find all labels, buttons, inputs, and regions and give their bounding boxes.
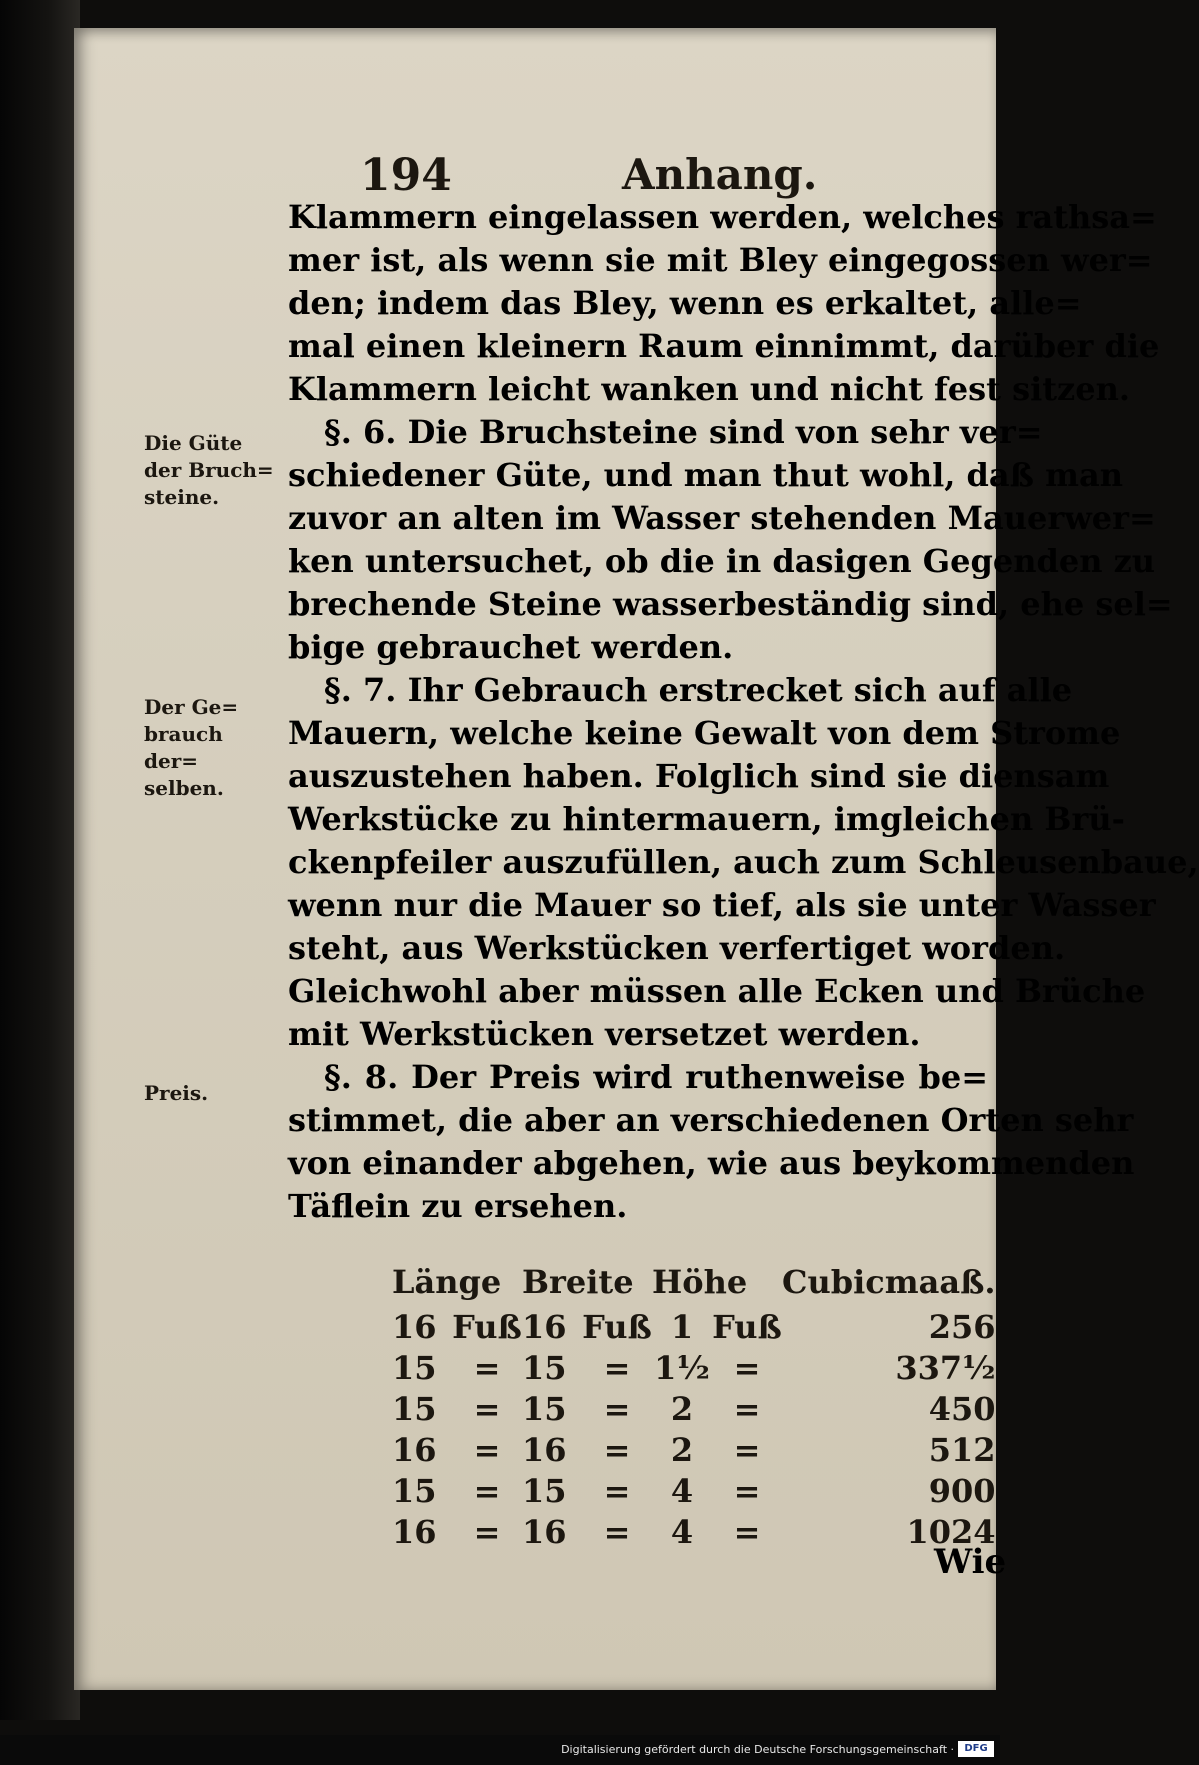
laenge-unit: = [473,1430,501,1469]
text-line: brechende Steine wasserbeständig sind, ehe sel= [288,585,1173,623]
cubic-value: 1024 [906,1512,996,1551]
table-row [392,1306,996,1347]
table-row [392,1429,996,1470]
breite-unit: = [603,1389,631,1428]
header-hoehe: Höhe [652,1263,748,1301]
cubic-value: 512 [928,1430,996,1469]
breite-unit: = [603,1430,631,1469]
paragraph-8-start: §. 8. Der Preis wird ruthenweise be= [324,1058,988,1096]
breite-value: 15 [522,1389,567,1428]
laenge-unit: = [473,1348,501,1387]
paragraph-7-start: §. 7. Ihr Gebrauch erstrecket sich auf alle [324,671,1073,709]
text-line: Klammern leicht wanken und nicht fest sitzen. [288,370,1130,408]
table-row [392,1470,996,1511]
text-line: stimmet, die aber an verschiedenen Orten sehr [288,1101,1134,1139]
text-line: bige gebrauchet werden. [288,628,734,666]
breite-value: 15 [522,1471,567,1510]
text-line: Werkstücke zu hintermauern, imgleichen Brü- [288,800,1125,838]
text-line: mit Werkstücken versetzet werden. [288,1015,921,1053]
laenge-value: 15 [392,1389,437,1428]
text-line: Mauern, welche keine Gewalt von dem Strome [288,714,1121,752]
breite-value: 15 [522,1348,567,1387]
text-line: wenn nur die Mauer so tief, als sie unter Wasser [288,886,1156,924]
text-line: Klammern eingelassen werden, welches rathsa= [288,198,1157,236]
marginal-line: steine. [144,485,220,509]
text-line: auszustehen haben. Folglich sind sie diensam [288,757,1110,795]
breite-value: 16 [522,1307,567,1346]
breite-unit: = [603,1348,631,1387]
text-line: ckenpfeiler auszufüllen, auch zum Schleusenbaue, [288,843,1199,881]
hoehe-unit: = [733,1471,761,1510]
marginal-line: Preis. [144,1081,209,1105]
table-row [392,1511,996,1552]
text-line: schiedener Güte, und man thut wohl, daß man [288,456,1123,494]
marginal-line: brauch der= [144,722,223,773]
hoehe-value: 2 [670,1430,694,1469]
breite-value: 16 [522,1512,567,1551]
hoehe-value: 1½ [654,1348,710,1387]
cubic-value: 900 [928,1471,996,1510]
page-number: 194 [360,150,452,201]
body-text [288,196,1199,1228]
header-cubicmaass: Cubicmaaß. [782,1263,996,1301]
text-line: von einander abgehen, wie aus beykommenden [288,1144,1135,1182]
header-laenge: Länge [392,1263,502,1301]
cubic-value: 450 [928,1389,996,1428]
marginal-note-gebrauch [144,694,274,802]
breite-unit: Fuß [582,1307,652,1346]
hoehe-unit: = [733,1512,761,1551]
catchword: Wie [934,1542,1007,1582]
paragraph-6-start: §. 6. Die Bruchsteine sind von sehr ver= [324,413,1043,451]
laenge-unit: = [473,1389,501,1428]
hoehe-unit: = [733,1348,761,1387]
text-line: zuvor an alten im Wasser stehenden Mauerwer= [288,499,1156,537]
footer-credit: Digitalisierung gefördert durch die Deutsche Forschungsgemeinschaft · [561,1743,954,1756]
breite-unit: = [603,1471,631,1510]
laenge-value: 16 [392,1430,437,1469]
text-line: Gleichwohl aber müssen alle Ecken und Brüche [288,972,1146,1010]
hoehe-unit: = [733,1389,761,1428]
marginal-line: selben. [144,776,224,800]
hoehe-value: 1 [670,1307,694,1346]
marginal-line: Die Güte [144,431,243,455]
marginal-note-preis [144,1080,274,1107]
marginal-line: Der Ge= [144,695,239,719]
table-row [392,1347,996,1388]
header-breite: Breite [522,1263,634,1301]
scan-background [0,0,80,1720]
text-line: mer ist, als wenn sie mit Bley eingegossen wer= [288,241,1153,279]
footer-bar [0,1735,1000,1765]
cubic-value: 337½ [895,1348,996,1387]
table-header-row [392,1258,996,1306]
measurement-table [392,1258,996,1552]
hoehe-value: 4 [670,1512,694,1551]
marginal-note-guete [144,430,274,511]
laenge-unit: Fuß [452,1307,522,1346]
breite-value: 16 [522,1430,567,1469]
hoehe-unit: = [733,1430,761,1469]
laenge-value: 15 [392,1348,437,1387]
hoehe-unit: Fuß [712,1307,782,1346]
breite-unit: = [603,1512,631,1551]
text-line: Täflein zu ersehen. [288,1187,628,1225]
laenge-value: 16 [392,1307,437,1346]
table-row [392,1388,996,1429]
header-title: Anhang. [622,150,818,199]
laenge-value: 16 [392,1512,437,1551]
laenge-value: 15 [392,1471,437,1510]
text-line: ken untersuchet, ob die in dasigen Gegenden zu [288,542,1156,580]
cubic-value: 256 [928,1307,996,1346]
marginal-line: der Bruch= [144,458,274,482]
hoehe-value: 2 [670,1389,694,1428]
laenge-unit: = [473,1512,501,1551]
text-line: mal einen kleinern Raum einnimmt, darüber die [288,327,1160,365]
hoehe-value: 4 [670,1471,694,1510]
dfg-logo-icon[interactable]: DFG [958,1741,994,1757]
text-line: den; indem das Bley, wenn es erkaltet, alle= [288,284,1082,322]
laenge-unit: = [473,1471,501,1510]
text-line: steht, aus Werkstücken verfertiget worden. [288,929,1066,967]
